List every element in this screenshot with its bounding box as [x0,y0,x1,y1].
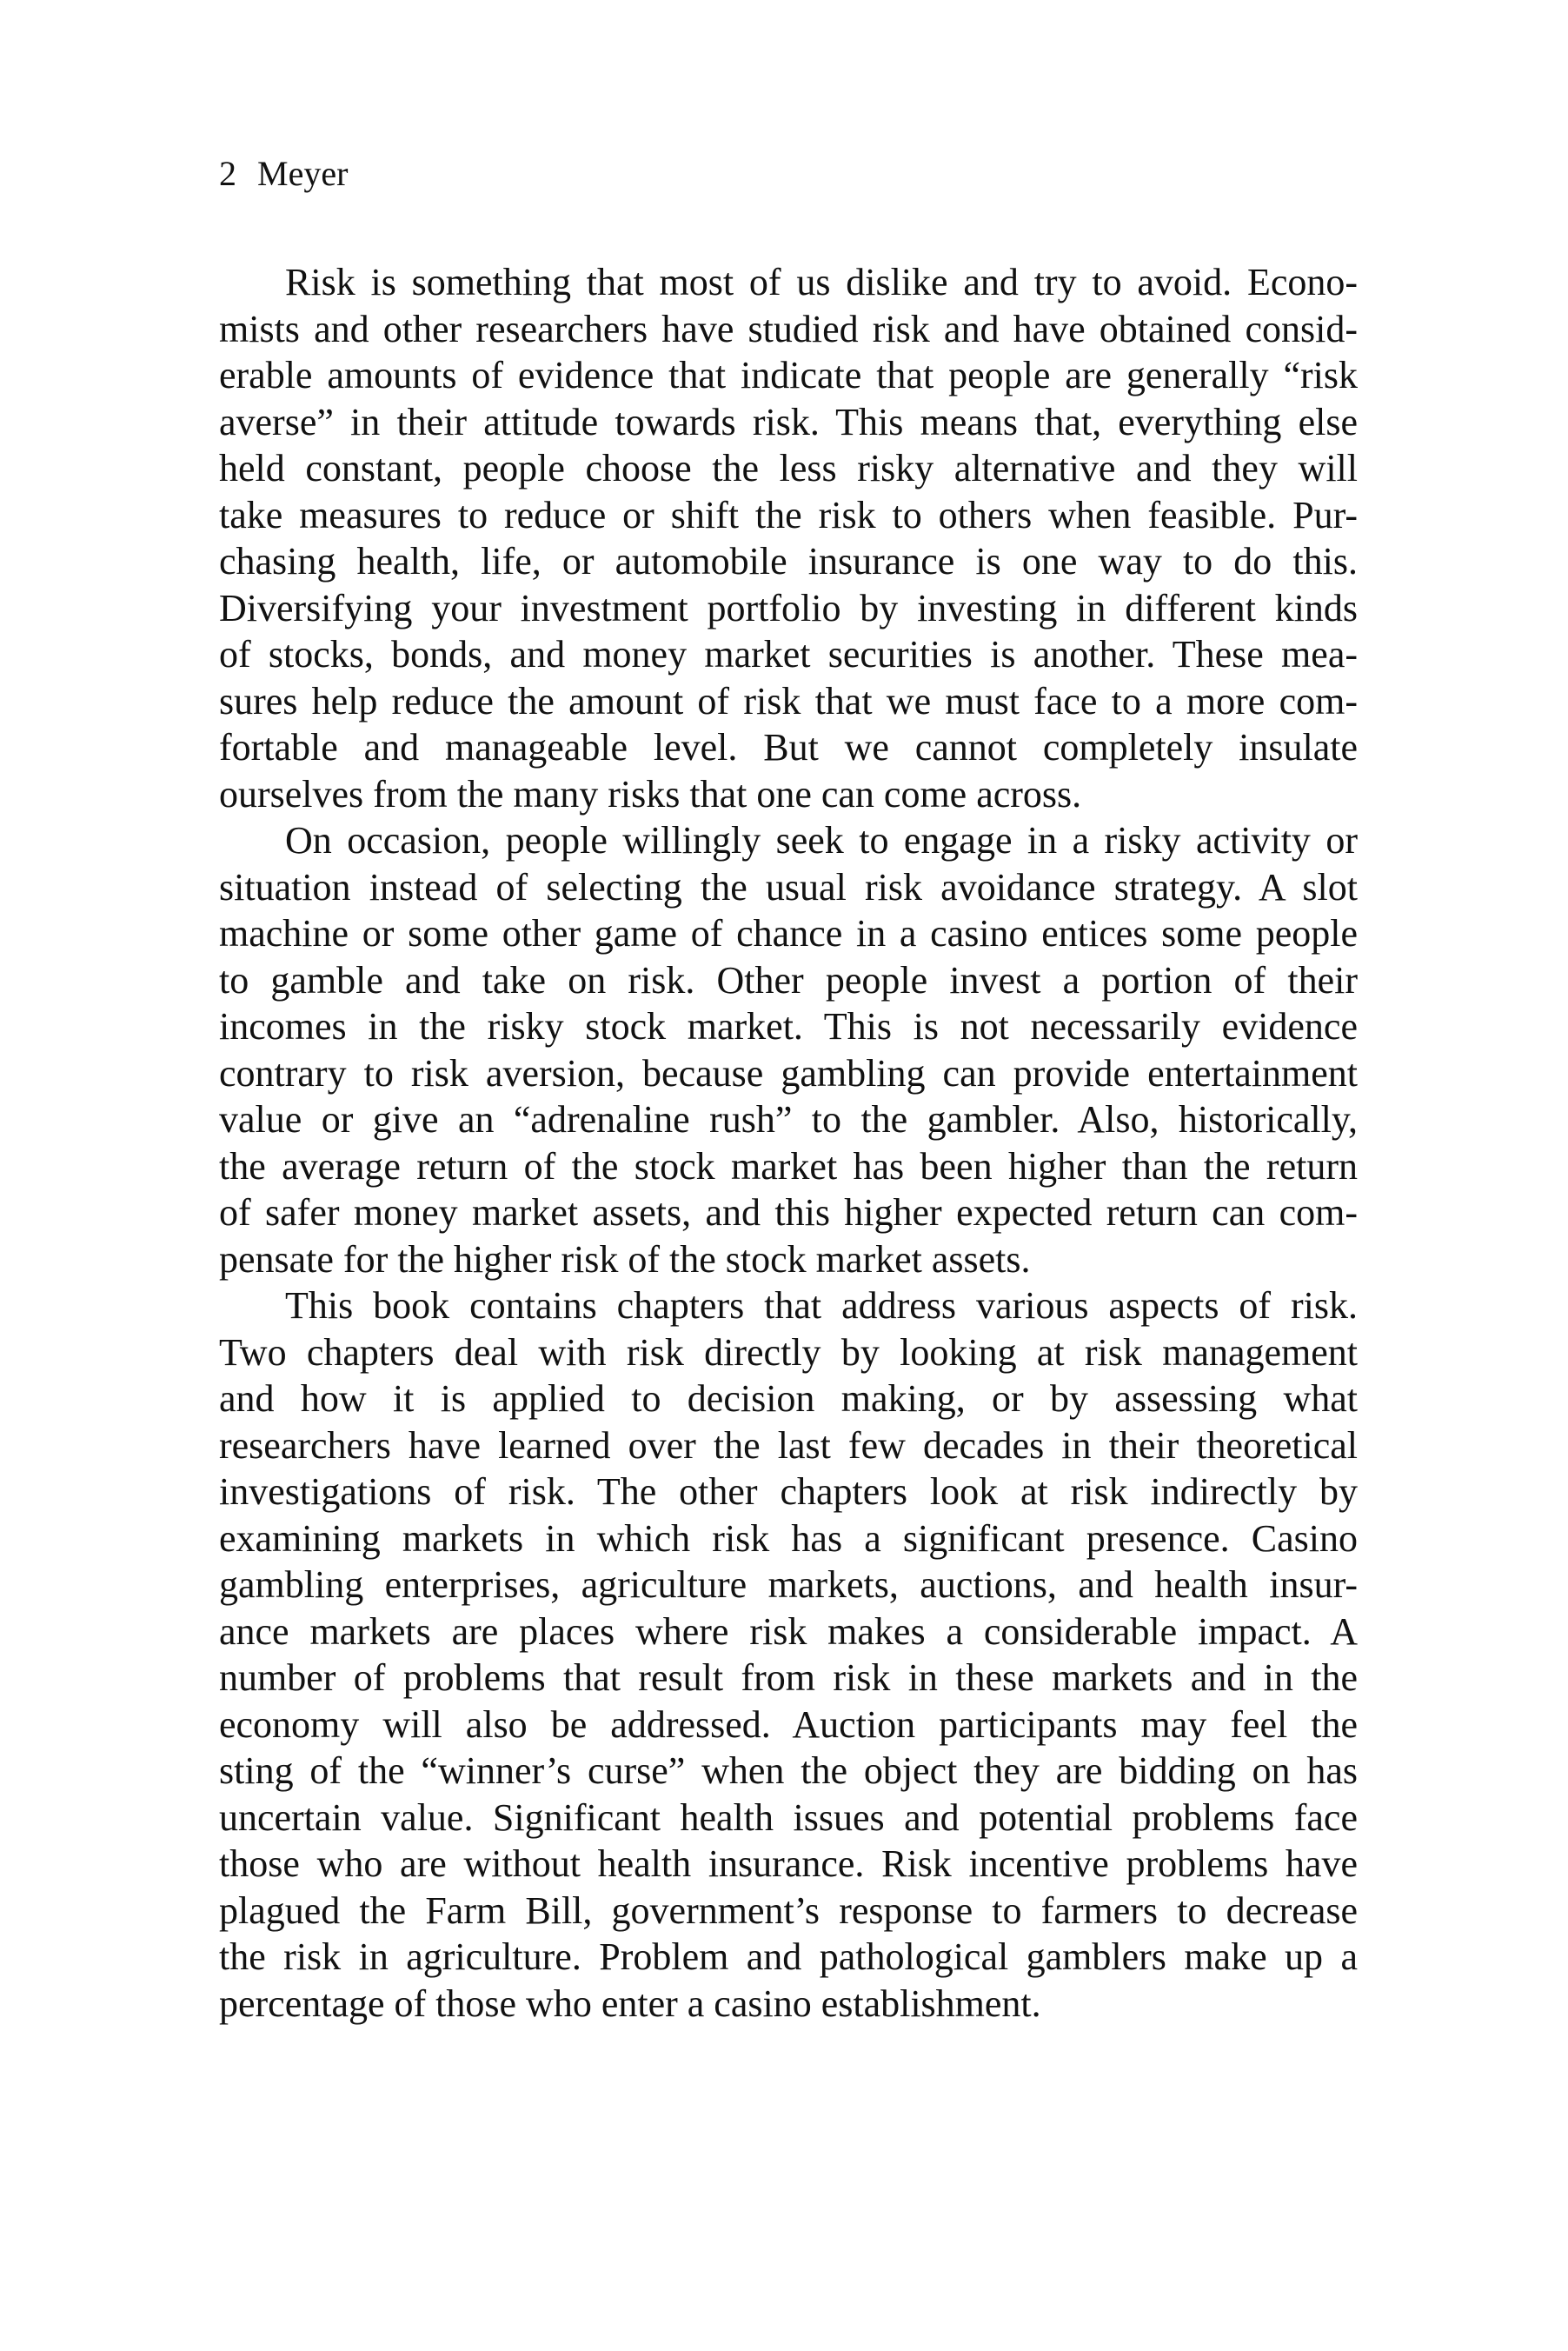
paragraph [219,259,1358,817]
paragraph [219,1282,1358,2027]
text-line: Diversifying your investment portfolio by investing in different kinds [219,586,1358,629]
text-line: contrary to risk aversion, because gambling can provide entertainment [219,1051,1358,1095]
text-line: the average return of the stock market has been higher than the return [219,1144,1358,1188]
text-line: chasing health, life, or automobile insurance is one way to do this. [219,540,1358,583]
text-line: incomes in the risky stock market. This is not necessarily evidence [219,1005,1358,1048]
text-line: those who are without health insurance. Risk incentive problems have [219,1842,1358,1885]
text-line: mists and other researchers have studied risk and have obtained consid- [219,307,1358,350]
text-line: This book contains chapters that address various aspects of risk. [285,1284,1358,1327]
text-line: Risk is something that most of us dislike and try to avoid. Econo- [285,261,1358,303]
text-line: investigations of risk. The other chapters look at risk indirectly by [219,1470,1358,1513]
text-line: ourselves from the many risks that one can come across. [219,772,1082,816]
text-line: plagued the Farm Bill, government’s response to farmers to decrease [219,1888,1358,1932]
text-line: to gamble and take on risk. Other people invest a portion of their [219,958,1358,1002]
text-line: economy will also be addressed. Auction participants may feel the [219,1702,1358,1746]
text-line: ance markets are places where risk makes a considerable impact. A [219,1609,1358,1653]
text-line: situation instead of selecting the usual risk avoidance strategy. A slot [219,865,1358,909]
text-line: On occasion, people willingly seek to engage in a risky activity or [285,819,1358,862]
text-line: gambling enterprises, agriculture markets, auctions, and health insur- [219,1563,1358,1606]
running-head-author: Meyer [257,154,349,193]
text-line: percentage of those who enter a casino establishment. [219,1981,1041,2025]
text-line: and how it is applied to decision making, or by assessing what [219,1377,1358,1420]
text-line: of stocks, bonds, and money market securities is another. These mea- [219,633,1358,676]
text-line: averse” in their attitude towards risk. This means that, everything else [219,400,1358,443]
text-line: pensate for the higher risk of the stock market assets. [219,1237,1031,1281]
text-line: machine or some other game of chance in a casino entices some people [219,912,1358,955]
text-line: held constant, people choose the less risky alternative and they will [219,447,1358,490]
text-line: the risk in agriculture. Problem and pathological gamblers make up a [219,1935,1358,1978]
text-line: value or give an “adrenaline rush” to the gambler. Also, historically, [219,1098,1358,1141]
text-line: take measures to reduce or shift the risk to others when feasible. Pur- [219,493,1358,536]
text-line: fortable and manageable level. But we cannot completely insulate [219,726,1358,769]
running-head [219,153,348,195]
text-line: uncertain value. Significant health issues and potential problems face [219,1795,1358,1839]
text-line: examining markets in which risk has a significant presence. Casino [219,1516,1358,1560]
page-number: 2 [219,154,236,193]
text-line: sures help reduce the amount of risk that we must face to a more com- [219,679,1358,723]
text-line: erable amounts of evidence that indicate that people are generally “risk [219,354,1358,396]
paragraph [219,817,1358,1282]
body-text [219,259,1358,2027]
text-line: researchers have learned over the last few decades in their theoretical [219,1423,1358,1467]
text-line: Two chapters deal with risk directly by looking at risk management [219,1330,1358,1374]
text-line: of safer money market assets, and this higher expected return can com- [219,1191,1358,1234]
text-line: sting of the “winner’s curse” when the object they are bidding on has [219,1749,1358,1792]
text-line: number of problems that result from risk in these markets and in the [219,1656,1358,1699]
